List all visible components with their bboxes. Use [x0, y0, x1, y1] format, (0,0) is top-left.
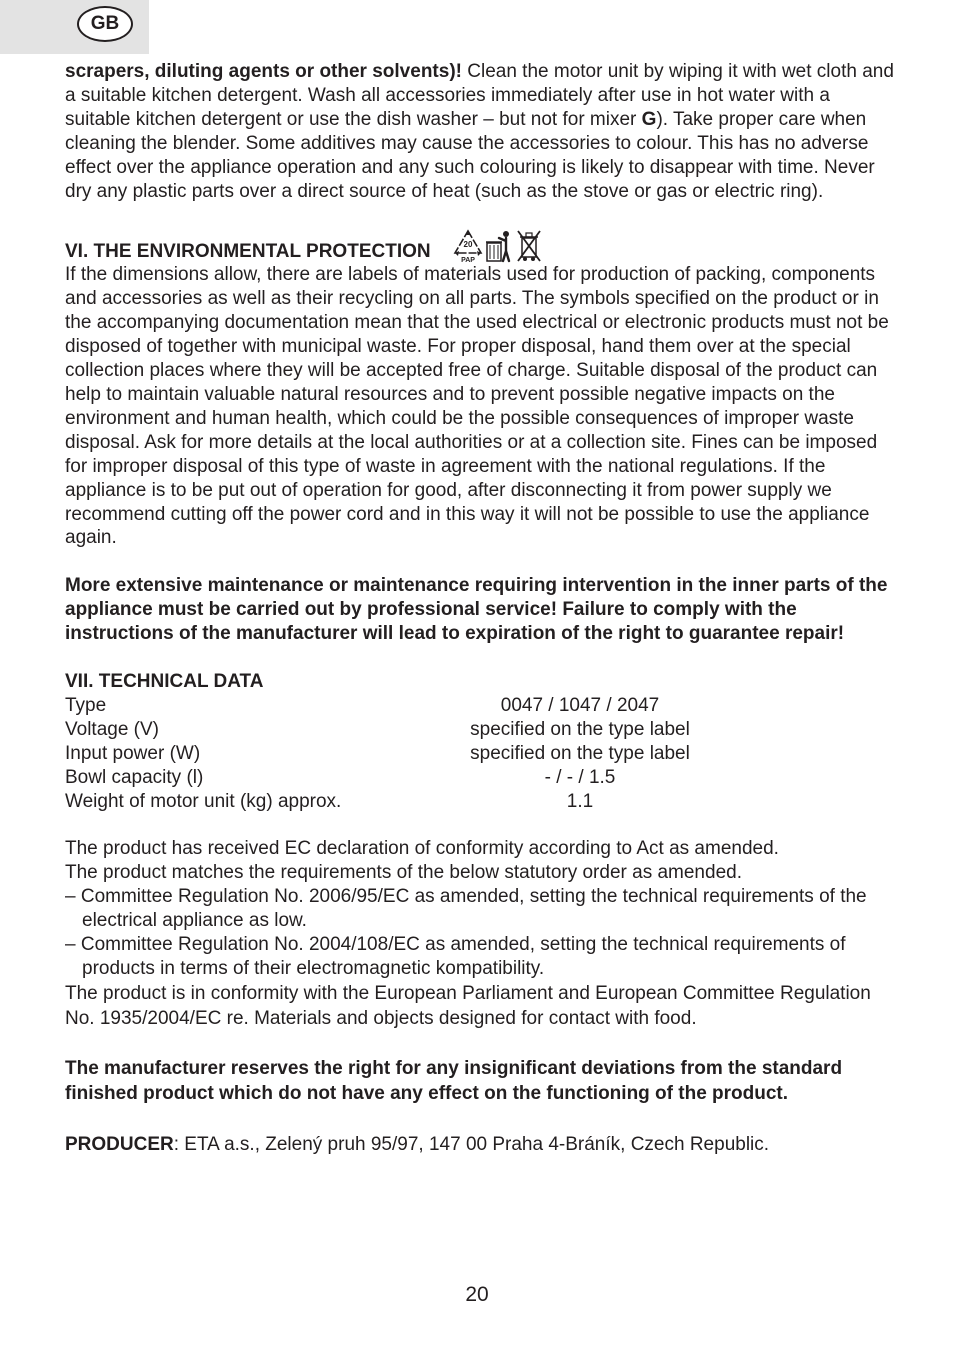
environment-heading-row	[65, 227, 895, 263]
recycle-20-pap-icon	[453, 229, 483, 263]
tidyman-bin-icon	[485, 229, 513, 263]
technical-table	[65, 694, 895, 813]
page-number: 20	[465, 1283, 489, 1306]
maintenance-warning: More extensive maintenance or maintenance requiring intervention in the inner parts of the appliance must be carried out by professional service! Failure to comply with the instructions of the manufacturer will lead to expiration of the right to guarantee repair!	[65, 575, 888, 645]
recycle-label: PAP	[460, 257, 475, 264]
tech-row	[65, 742, 895, 766]
environment-text: If the dimensions allow, there are labels of materials used for production of packing, components and accessories as well as their recycling on all parts. The symbols specified on the product or in the accompanying documentation mean that the used electrical or electronic products must not be disposed of together with municipal waste. For proper disposal, hand them over at the special collection places where they will be accepted free of charge. Suitable disposal of the product can help to maintain valuable natural resources and to prevent possible negative impacts on the environment and human health, which could be the possible consequences of improper waste disposal. Ask for more details at the local authorities or at a collection site. Fines can be imposed for improper disposal of this type of waste in agreement with the national regulations. If the appliance is to be put out of operation for good, after disconnecting it from power supply we recommend cutting off the power cord and in this way it will not be possible to use the appliance again.	[65, 264, 889, 549]
tech-value: 1.1	[566, 790, 594, 812]
tech-row	[65, 790, 895, 814]
cleaning-text-2: ). Take proper care when cleaning the blender. Some additives may cause the accessories to colour. This has no adverse effect over the appliance operation and any such colouring is likely to disappear with time. Never dry any plastic parts over a direct source of heat (such as the stove or gas or electric ring).	[65, 108, 875, 202]
page-content	[65, 60, 895, 1157]
tech-label: Weight of motor unit (kg) approx.	[65, 790, 342, 812]
cleaning-bold-lead: scrapers, diluting agents or other solvents)!	[65, 61, 462, 82]
tech-label: Type	[65, 694, 107, 716]
cleaning-text-1: Clean the motor unit by wiping it with wet cloth and a suitable kitchen detergent. Wash all accessories immediately after use in hot water with a suitable kitchen detergent or use the dish washer – but not for mixer	[65, 61, 894, 130]
tech-value: specified on the type label	[470, 718, 690, 740]
producer-line	[65, 1133, 895, 1157]
producer-label: PRODUCER	[65, 1133, 174, 1155]
tech-value: 0047 / 1047 / 2047	[500, 694, 660, 716]
recycle-code: 20	[463, 240, 473, 250]
conformity-line-1: The product has received EC declaration of conformity according to Act as amended.	[65, 838, 779, 860]
mixer-letter: G	[641, 108, 657, 130]
conformity-line-2: The product matches the requirements of the below statutory order as amended.	[65, 862, 742, 884]
language-tab	[0, 0, 149, 54]
cleaning-paragraph	[65, 60, 895, 203]
conformity-item-1: – Committee Regulation No. 2006/95/EC as amended, setting the technical requirements of the electrical appliance as low.	[65, 886, 867, 932]
environment-heading: VI. THE ENVIRONMENTAL PROTECTION	[65, 240, 431, 262]
tech-label: Voltage (V)	[65, 718, 159, 740]
conformity-line-3: The product is in conformity with the European Parliament and European Committee Regulation No. 1935/2004/EC re. Materials and objects designed for contact with food.	[65, 982, 871, 1029]
tech-label: Bowl capacity (l)	[65, 766, 204, 788]
tech-row	[65, 694, 895, 718]
conformity-item-2: – Committee Regulation No. 2004/108/EC as amended, setting the technical requirements of products in terms of their electromagnetic kompatibility.	[65, 934, 846, 979]
technical-heading: VII. TECHNICAL DATA	[65, 671, 264, 693]
environment-icons	[453, 227, 542, 263]
tech-value: - / - / 1.5	[544, 766, 616, 788]
producer-text: : ETA a.s., Zelený pruh 95/97, 147 00 Praha 4-Bráník, Czech Republic.	[173, 1133, 770, 1155]
crossed-bin-icon	[516, 229, 542, 263]
tech-row	[65, 718, 895, 742]
tech-row	[65, 766, 895, 790]
tech-value: specified on the type label	[470, 742, 690, 764]
language-badge: GB	[77, 6, 133, 42]
tech-label: Input power (W)	[65, 742, 201, 764]
deviation-note: The manufacturer reserves the right for any insignificant deviations from the standard finished product which do not have any effect on the functioning of the product.	[65, 1057, 843, 1105]
